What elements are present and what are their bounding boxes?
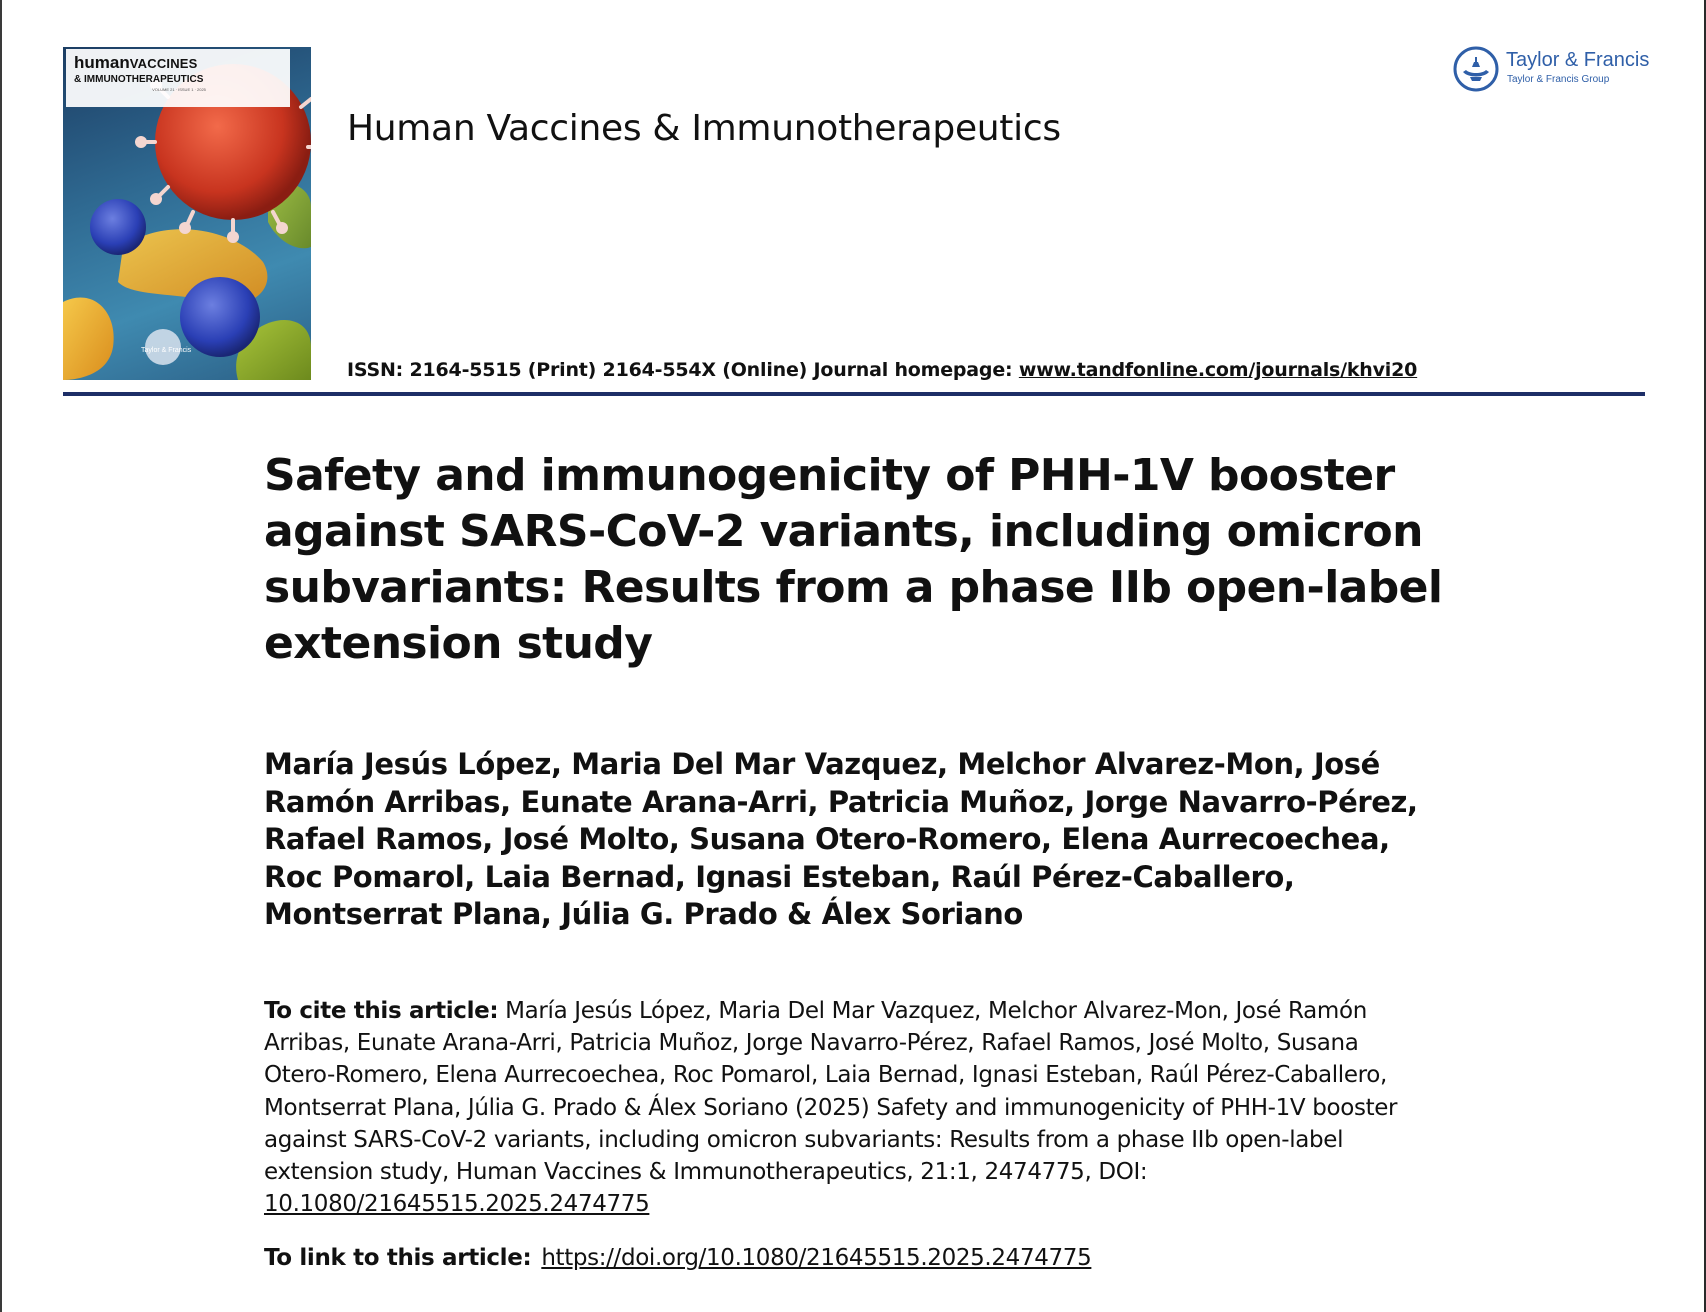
article-authors: María Jesús López, Maria Del Mar Vazquez, Melchor Alvarez-Mon, José Ramón Arribas, Eunate Arana-Arri, Patricia Muñoz, Jorge Navarro-Pérez, Rafael Ramos, José Molto, Susana Otero-Romero, Elena Aurrecoechea, Roc Pomarol, Laia Bernad, Ignasi Esteban, Raúl Pérez-Caballero, Montserrat Plana, Júlia G. Prado & Álex Soriano	[264, 747, 1418, 931]
cover-subtitle: & IMMUNOTHERAPEUTICS	[74, 74, 204, 85]
link-label: To link to this article:	[264, 1245, 532, 1271]
header-divider	[63, 392, 1645, 396]
publisher-name: Taylor & Francis	[1506, 49, 1650, 71]
cover-masthead	[66, 49, 290, 107]
doi-link[interactable]: 10.1080/21645515.2025.2474775	[264, 1191, 650, 1218]
journal-cover-image	[63, 47, 311, 380]
article-link-line	[264, 1242, 1091, 1274]
cover-publisher-name: Taylor & Francis	[141, 347, 192, 354]
cite-text: María Jesús López, Maria Del Mar Vazquez, Melchor Alvarez-Mon, José Ramón Arribas, Eunate Arana-Arri, Patricia Muñoz, Jorge Navarro-Pérez, Rafael Ramos, José Molto, Susana Otero-Romero, Elena Aurrecoechea, Roc Pomarol, Laia Bernad, Ignasi Esteban, Raúl Pérez-Caballero, Montserrat Plana, Júlia G. Prado & Álex Soriano (2025) Safety and immunogenicity of PHH-1V booster against SARS-CoV-2 variants, including omicron subvariants: Results from a phase IIb open-label extension study, Human Vaccines & Immunotherapeutics, 21:1, 2474775, DOI:	[264, 998, 1398, 1186]
publisher-lamp-icon	[1452, 45, 1500, 93]
cover-title-caps: VACCINES	[129, 56, 198, 71]
cover-publisher-mark	[141, 347, 191, 354]
issn-text: ISSN: 2164-5515 (Print) 2164-554X (Online) Journal homepage:	[347, 359, 1013, 381]
article-doi-url-link[interactable]: https://doi.org/10.1080/21645515.2025.2474775	[541, 1245, 1092, 1271]
publisher-logo	[1452, 45, 1652, 95]
cover-title-small: human	[74, 53, 130, 72]
publisher-group: Taylor & Francis Group	[1507, 74, 1610, 85]
cite-label: To cite this article:	[264, 998, 499, 1024]
issn-line	[347, 359, 1417, 381]
journal-title: Human Vaccines & Immunotherapeutics	[347, 108, 1061, 149]
citation-block	[264, 995, 1414, 1220]
cover-issue-line: VOLUME 21 · ISSUE 1 · 2025	[152, 87, 206, 92]
article-title: Safety and immunogenicity of PHH-1V booster against SARS-CoV-2 variants, including omicron subvariants: Results from a phase IIb open-label extension study	[264, 450, 1443, 669]
journal-homepage-link[interactable]: www.tandfonline.com/journals/khvi20	[1018, 359, 1418, 381]
